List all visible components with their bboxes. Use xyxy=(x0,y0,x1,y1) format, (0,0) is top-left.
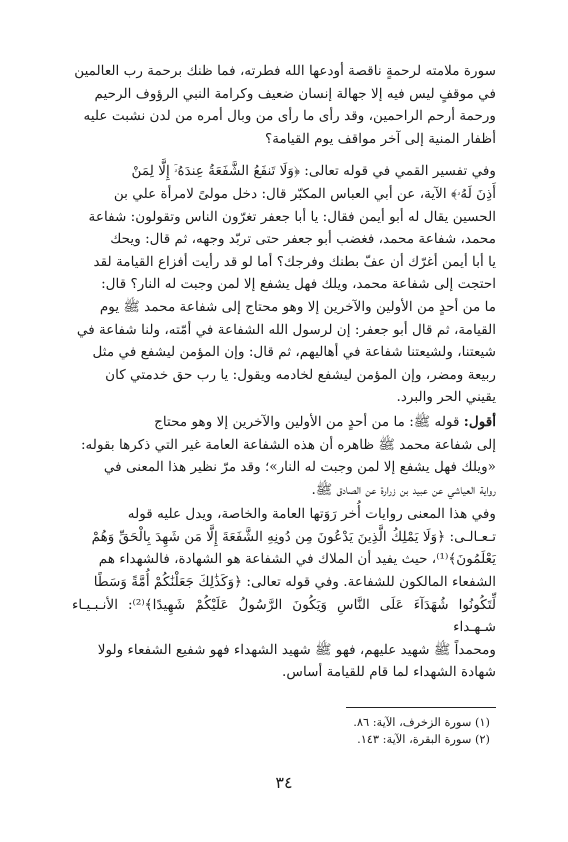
text-line: إلى شفاعة محمد ﷺ ظاهره أن هذه الشفاعة العامة غير التي ذكرها بقوله: xyxy=(80,436,496,453)
page-number: ٣٤ xyxy=(275,773,293,792)
footnote-2: (٢) سورة البقرة، الآية: ١٤٣. xyxy=(357,732,490,746)
paragraph-4 xyxy=(72,503,496,684)
text-line: أظفار المنية إلى آخر مواقف يوم القيامة؟ xyxy=(264,130,496,147)
text-line: لِّتَكُونُوا شُهَدَآءَ عَلَى النَّاسِ وَيَكُونَ الرَّسُولُ عَلَيْكُمْ شَهِيدًا﴾⁽²⁾: الأنـبـيـاء شـهـداء xyxy=(72,596,496,636)
paragraph-1 xyxy=(72,60,496,150)
paragraph-2 xyxy=(72,160,496,409)
text-line: شيعتنا، ولشيعتنا شفاعة في أهاليهم، ثم قال: وإن المؤمن ليشفع في مثل xyxy=(92,344,496,361)
text-line: محمد، شفاعة محمد، فغضب أبو جعفر حتى تربّد وجهه، ثم قال: ويحك xyxy=(110,231,496,248)
text-line: قوله ﷺ: ما من أحدٍ من الأولين والآخرين إلا وهو محتاج xyxy=(154,413,464,430)
text-line: ربيعة ومضر، وإن المؤمن ليشفع لخادمه ويقول: يا رب حق خدمتي كان xyxy=(105,366,496,383)
footnote-1: (١) سورة الزخرف، الآية: ٨٦. xyxy=(353,715,490,729)
text-line: يا أبا أيمن أغرّك أن عفّ بطنك وفرجك؟ أما لو قد رأيت أفزاع القيامة لقد xyxy=(93,253,496,270)
text-line: ما من أحدٍ من الأولين والآخرين إلا وهو محتاج إلى شفاعة محمد ﷺ يوم xyxy=(99,298,496,315)
text-line: شهادة الشهداء لما قام للقيامة أساس. xyxy=(282,664,496,681)
text-line: وفي تفسير القمي في قوله تعالى: ﴿وَلَا تَنفَعُ الشَّفَعَةُ عِندَهُۥٓ إِلَّا لِمَنْ xyxy=(131,163,496,180)
footnote-divider xyxy=(346,707,496,708)
text-line: يقيني الحر والبرد. xyxy=(396,389,496,406)
text-line: وفي هذا المعنى روايات أُخر رَوَتها العامة والخاصة، ويدل عليه قوله xyxy=(127,506,496,523)
paragraph-lead: أقول: xyxy=(463,413,496,430)
text-line: الشفعاء المالكون للشفاعة. وفي قوله تعالى: ﴿وَكَذَٰلِكَ جَعَلْنَٰكُمْ أُمَّةً وَسَطًا xyxy=(93,574,496,591)
footnotes xyxy=(72,707,496,748)
text-line: أَذِنَ لَهُۥ﴾ الآية، عن أبي العباس المكبّر قال: دخل مولىً لامرأة علي بن xyxy=(113,185,496,202)
paragraph-3 xyxy=(72,411,496,501)
text-line: القيامة، ثم قال أبو جعفر: إن لرسول الله الشفاعة في أمّته، ولنا شفاعة في xyxy=(76,321,496,338)
text-line: ومحمداً ﷺ شهيد عليهم، فهو ﷺ شهيد الشهداء فهو شفيع الشفعاء ولولا xyxy=(97,641,496,658)
text-line: تـعـالـى: ﴿وَلَا يَمْلِكُ الَّذِينَ يَدْعُونَ مِن دُونِهِ الشَّفَعَةَ إِلَّا مَن شَهِدَ بِالْحَقِّ وَهُمْ xyxy=(91,528,496,545)
text-line: «ويلك فهل يشفع إلا لمن وجبت له النار»؛ وقد مرّ نظير هذا المعنى في xyxy=(103,459,496,476)
text-line: رواية العياشي عن عبيد بن زرارة عن الصادق ﷺ. xyxy=(311,481,496,498)
text-line: ورحمة أرحم الراحمين، وقد رأى ما رأى من وبال أمره من لدن نشبت عليه xyxy=(83,108,496,125)
text-line: الحسين يقال له أبو أيمن فقال: يا أبا جعفر تغرّون الناس وتقولون: شفاعة xyxy=(88,208,496,225)
text-line: في موقفٍ ليس فيه إلا جهالة إنسان ضعيف وكرامة النبي الرؤوف الرحيم xyxy=(94,85,496,102)
page-body xyxy=(72,60,496,684)
text-line: احتجت إلى شفاعة محمد، ويلك فهل يشفع إلا لمن وجبت له النار؟ قال: xyxy=(101,276,496,293)
text-line: يَعْلَمُونَ﴾⁽¹⁾، حيث يفيد أن الملاك في الشفاعة هو الشهادة، فالشهداء هم xyxy=(98,551,496,568)
text-line: سورة ملامته لرحمةٍ ناقصة أودعها الله فطرته، فما ظنك برحمة رب العالمين xyxy=(74,63,496,79)
